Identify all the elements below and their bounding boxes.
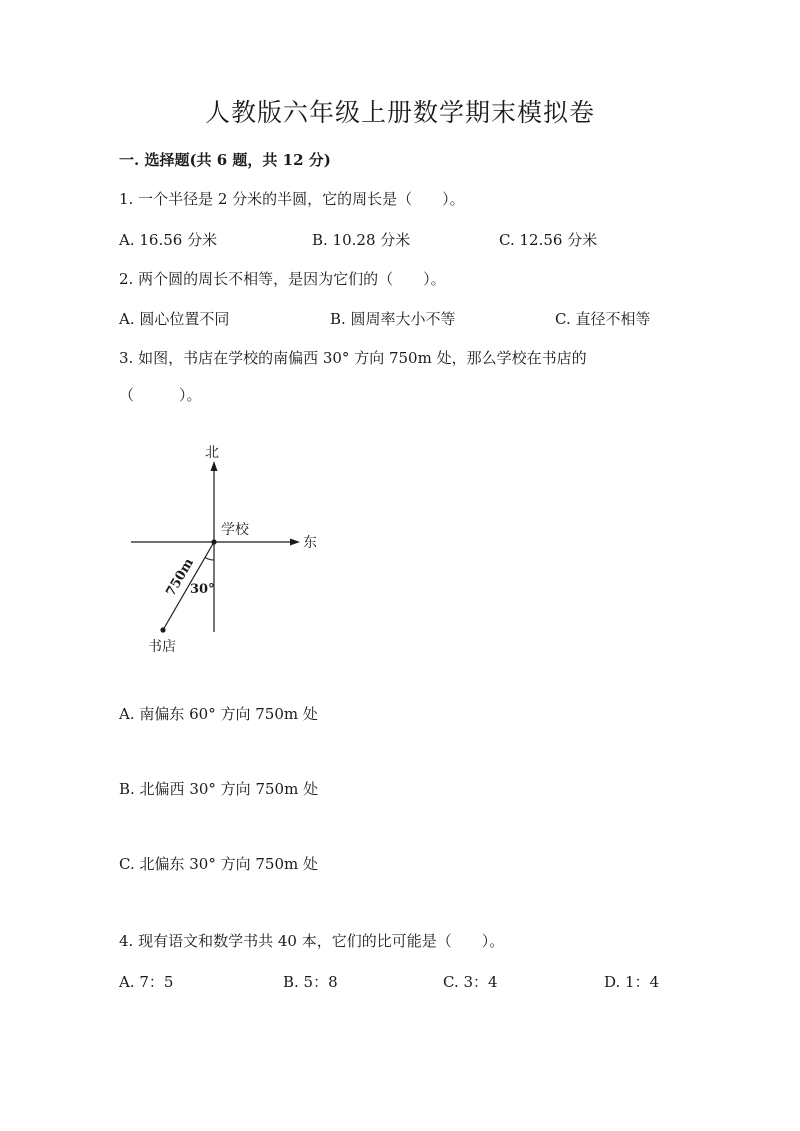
question-1-option-b[interactable]: B. 10.28 分米 [312,231,411,249]
question-2-option-b[interactable]: B. 圆周率大小不等 [330,310,456,328]
angle-label: 30° [190,582,215,597]
school-label: 学校 [221,522,249,538]
question-3-option-b[interactable]: B. 北偏西 30° 方向 750m 处 [119,780,319,798]
page-title: 人教版六年级上册数学期末模拟卷 [204,98,595,127]
question-2-option-c[interactable]: C. 直径不相等 [555,310,651,328]
question-1-text: 1. 一个半径是 2 分米的半圆，它的周长是（ ）。 [119,190,465,208]
question-1-option-c[interactable]: C. 12.56 分米 [499,231,598,249]
east-arrow-icon [290,539,300,546]
distance-label: 750m [163,556,197,599]
question-4-option-d[interactable]: D. 1：4 [604,973,660,991]
section-heading: 一. 选择题(共 6 题，共 12 分) [119,151,331,169]
bookstore-point [160,627,165,632]
east-label: 东 [303,535,317,551]
question-4-text: 4. 现有语文和数学书共 40 本，它们的比可能是（ ）。 [119,932,505,950]
question-3-text-line2: （ ）。 [119,386,202,404]
direction-diagram [125,436,335,666]
question-2-option-a[interactable]: A. 圆心位置不同 [119,310,230,328]
north-arrow-icon [211,461,218,471]
question-1-option-a[interactable]: A. 16.56 分米 [119,231,218,249]
question-3-text-line1: 3. 如图，书店在学校的南偏西 30° 方向 750m 处，那么学校在书店的 [119,349,587,367]
question-4-option-a[interactable]: A. 7：5 [119,973,174,991]
question-4-option-b[interactable]: B. 5：8 [283,973,338,991]
north-label: 北 [205,445,219,461]
question-4-option-c[interactable]: C. 3：4 [443,973,498,991]
school-point [211,539,216,544]
question-2-text: 2. 两个圆的周长不相等，是因为它们的（ ）。 [119,270,446,288]
question-3-option-a[interactable]: A. 南偏东 60° 方向 750m 处 [119,705,318,723]
bookstore-label: 书店 [148,639,176,655]
question-3-option-c[interactable]: C. 北偏东 30° 方向 750m 处 [119,855,318,873]
angle-arc [205,558,214,560]
